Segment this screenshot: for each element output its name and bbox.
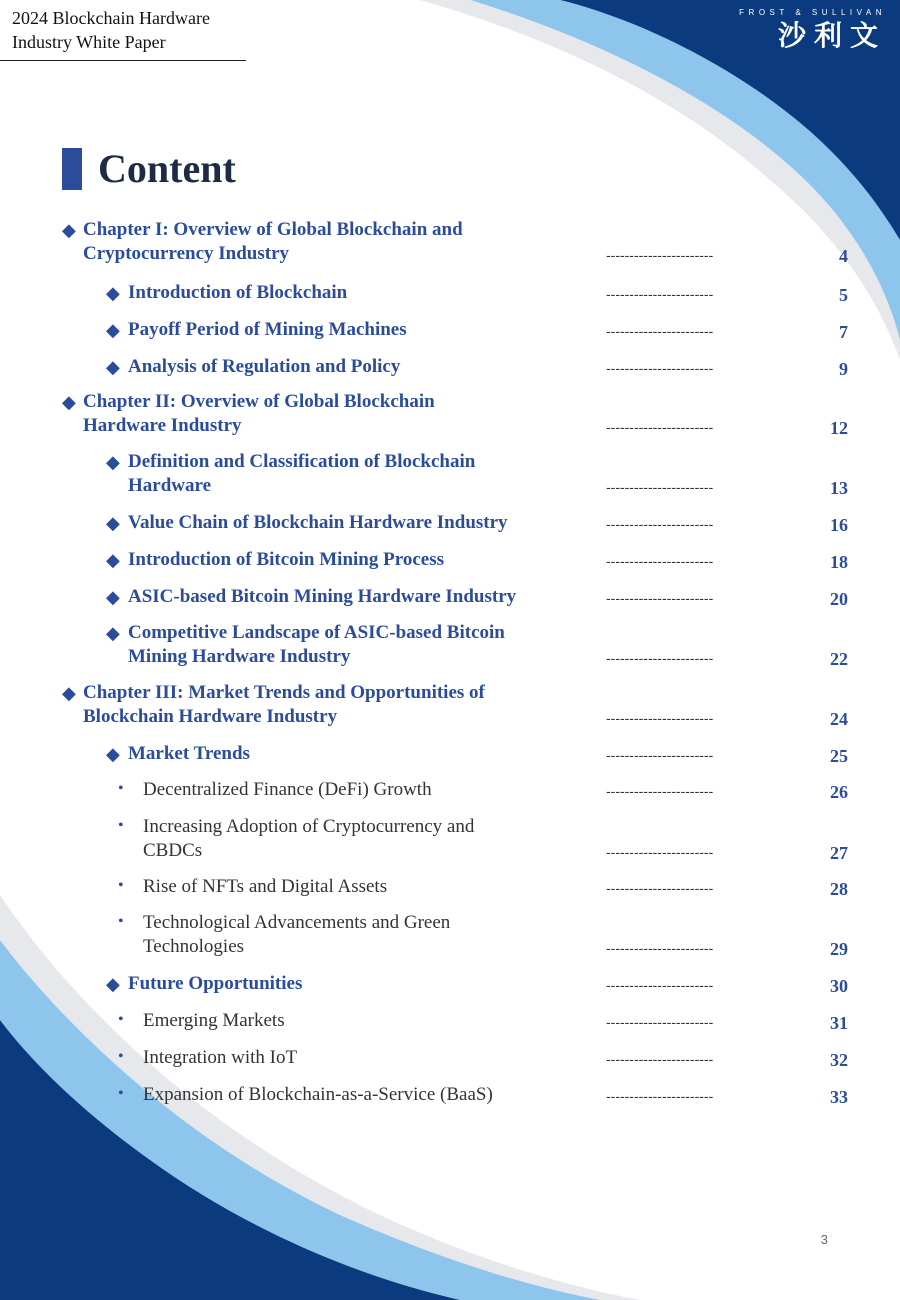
toc-leader-dashes: ----------------------- bbox=[606, 1088, 714, 1104]
toc-entry-title bbox=[143, 778, 432, 802]
toc-entry-title bbox=[83, 390, 435, 438]
toc-entry-title-line-1: Definition and Classification of Blockchain bbox=[128, 451, 476, 472]
toc-page-number: 7 bbox=[839, 322, 848, 342]
logo-english-text: FROST & SULLIVAN bbox=[739, 8, 886, 17]
toc-entry-title-line-2: Hardware Industry bbox=[83, 415, 242, 436]
toc-entry-title-line-1: Chapter II: Overview of Global Blockchain bbox=[83, 391, 435, 412]
toc-leader-dashes: ----------------------- bbox=[606, 360, 714, 376]
toc-leader-dashes: ----------------------- bbox=[606, 940, 714, 956]
toc-leader-dashes: ----------------------- bbox=[606, 747, 714, 763]
toc-leader-dashes: ----------------------- bbox=[606, 419, 714, 435]
toc-entry-title-line-1: Introduction of Bitcoin Mining Process bbox=[128, 549, 444, 570]
toc-page-number: 4 bbox=[839, 246, 848, 266]
diamond-bullet-icon: ◆ bbox=[62, 683, 76, 703]
toc-entry-title-line-1: Expansion of Blockchain-as-a-Service (BaaS) bbox=[143, 1084, 493, 1105]
toc-entry-title-line-1: Market Trends bbox=[128, 743, 250, 764]
toc-page-number: 18 bbox=[830, 552, 848, 572]
bullet-icon: • bbox=[118, 817, 124, 834]
toc-leader-dashes: ----------------------- bbox=[606, 1051, 714, 1067]
toc-leader-dashes: ----------------------- bbox=[606, 553, 714, 569]
toc-entry-title bbox=[83, 681, 485, 729]
toc-leader-dashes: ----------------------- bbox=[606, 977, 714, 993]
toc-entry-title bbox=[128, 318, 407, 342]
bullet-icon: • bbox=[118, 1011, 124, 1028]
toc-leader-dashes: ----------------------- bbox=[606, 1014, 714, 1030]
toc-entry-title-line-2: Mining Hardware Industry bbox=[128, 646, 351, 667]
toc-entry-title bbox=[83, 218, 463, 266]
toc-entry-title-line-2: Cryptocurrency Industry bbox=[83, 243, 290, 264]
toc-entry-title-line-1: Payoff Period of Mining Machines bbox=[128, 319, 407, 340]
toc-page-number: 20 bbox=[830, 589, 848, 609]
diamond-bullet-icon: ◆ bbox=[106, 357, 120, 377]
toc-entry-title bbox=[128, 511, 508, 535]
diamond-bullet-icon: ◆ bbox=[62, 392, 76, 412]
diamond-bullet-icon: ◆ bbox=[106, 744, 120, 764]
toc-page-number: 33 bbox=[830, 1087, 848, 1107]
toc-entry-title-line-2: Technologies bbox=[143, 936, 245, 957]
toc-leader-dashes: ----------------------- bbox=[606, 650, 714, 666]
toc-page-number: 32 bbox=[830, 1050, 848, 1070]
toc-entry-title-line-1: Future Opportunities bbox=[128, 973, 303, 994]
toc-entry-title-line-2: Hardware bbox=[128, 475, 212, 496]
toc-entry-title bbox=[128, 355, 400, 379]
toc-page-number: 30 bbox=[830, 976, 848, 996]
toc-leader-dashes: ----------------------- bbox=[606, 516, 714, 532]
toc-entry-title bbox=[128, 585, 516, 609]
toc-page-number: 12 bbox=[830, 418, 848, 438]
toc-page-number: 22 bbox=[830, 649, 848, 669]
diamond-bullet-icon: ◆ bbox=[62, 220, 76, 240]
diamond-bullet-icon: ◆ bbox=[106, 452, 120, 472]
toc-page-number: 5 bbox=[839, 285, 848, 305]
toc-entry-title bbox=[143, 911, 450, 959]
toc-entry-title-line-2: Blockchain Hardware Industry bbox=[83, 706, 338, 727]
toc-entry-title-line-1: Analysis of Regulation and Policy bbox=[128, 356, 401, 377]
bullet-icon: • bbox=[118, 913, 124, 930]
toc-page-number: 28 bbox=[830, 879, 848, 899]
toc-leader-dashes: ----------------------- bbox=[606, 479, 714, 495]
toc-entry-title-line-1: Competitive Landscape of ASIC-based Bitcoin bbox=[128, 622, 505, 643]
toc-entry-title bbox=[128, 281, 347, 305]
diamond-bullet-icon: ◆ bbox=[106, 320, 120, 340]
toc-entry-title-line-1: Integration with IoT bbox=[143, 1047, 298, 1068]
bullet-icon: • bbox=[118, 1048, 124, 1065]
bullet-icon: • bbox=[118, 1085, 124, 1102]
toc-entry-title-line-1: Decentralized Finance (DeFi) Growth bbox=[143, 779, 432, 800]
page-title: Content bbox=[98, 146, 236, 191]
diamond-bullet-icon: ◆ bbox=[106, 623, 120, 643]
toc-leader-dashes: ----------------------- bbox=[606, 710, 714, 726]
diamond-bullet-icon: ◆ bbox=[106, 550, 120, 570]
toc-entry-title bbox=[128, 548, 444, 572]
diamond-bullet-icon: ◆ bbox=[106, 974, 120, 994]
toc-entry-title bbox=[128, 450, 475, 498]
toc-entry-title bbox=[143, 1046, 297, 1070]
toc-entry-title-line-2: CBDCs bbox=[143, 840, 203, 861]
toc-page-number: 24 bbox=[830, 709, 848, 729]
toc-entry-title bbox=[128, 621, 505, 669]
toc-entry-title bbox=[143, 875, 387, 899]
toc-leader-dashes: ----------------------- bbox=[606, 783, 714, 799]
toc-page-number: 31 bbox=[830, 1013, 848, 1033]
toc-entry-title-line-1: ASIC-based Bitcoin Mining Hardware Industry bbox=[128, 586, 517, 607]
toc-page-number: 26 bbox=[830, 782, 848, 802]
toc-entry-title-line-1: Introduction of Blockchain bbox=[128, 282, 348, 303]
toc-page-number: 9 bbox=[839, 359, 848, 379]
toc-entry-title bbox=[143, 815, 474, 863]
toc-page-number: 29 bbox=[830, 939, 848, 959]
toc-entry-title bbox=[128, 972, 302, 996]
toc-entry-title-line-1: Chapter I: Overview of Global Blockchain and bbox=[83, 219, 463, 240]
toc-entry-title bbox=[143, 1009, 285, 1033]
bullet-icon: • bbox=[118, 877, 124, 894]
toc-entry-title-line-1: Chapter III: Market Trends and Opportunities of bbox=[83, 682, 485, 703]
toc-leader-dashes: ----------------------- bbox=[606, 323, 714, 339]
toc-page-number: 13 bbox=[830, 478, 848, 498]
toc-page-number: 16 bbox=[830, 515, 848, 535]
toc-page-number: 25 bbox=[830, 746, 848, 766]
toc-leader-dashes: ----------------------- bbox=[606, 590, 714, 606]
bullet-icon: • bbox=[118, 780, 124, 797]
toc-leader-dashes: ----------------------- bbox=[606, 880, 714, 896]
toc-entry-title-line-1: Emerging Markets bbox=[143, 1010, 285, 1031]
toc-page-number: 27 bbox=[830, 843, 848, 863]
diamond-bullet-icon: ◆ bbox=[106, 283, 120, 303]
toc-entry-title-line-1: Increasing Adoption of Cryptocurrency and bbox=[143, 816, 475, 837]
diamond-bullet-icon: ◆ bbox=[106, 513, 120, 533]
toc-entry-title bbox=[143, 1083, 493, 1107]
header-line-2: Industry White Paper bbox=[12, 32, 166, 52]
diamond-bullet-icon: ◆ bbox=[106, 587, 120, 607]
toc-entry-title-line-1: Value Chain of Blockchain Hardware Industry bbox=[128, 512, 508, 533]
page-number: 3 bbox=[820, 1232, 828, 1247]
header-line-1: 2024 Blockchain Hardware bbox=[12, 8, 210, 28]
logo-chinese-text: 沙利文 bbox=[777, 19, 886, 52]
toc-leader-dashes: ----------------------- bbox=[606, 286, 714, 302]
toc-entry-title-line-1: Technological Advancements and Green bbox=[143, 912, 451, 933]
toc-entry-title-line-1: Rise of NFTs and Digital Assets bbox=[143, 876, 388, 897]
toc-entry-title bbox=[128, 742, 250, 766]
toc-leader-dashes: ----------------------- bbox=[606, 247, 714, 263]
toc-leader-dashes: ----------------------- bbox=[606, 844, 714, 860]
